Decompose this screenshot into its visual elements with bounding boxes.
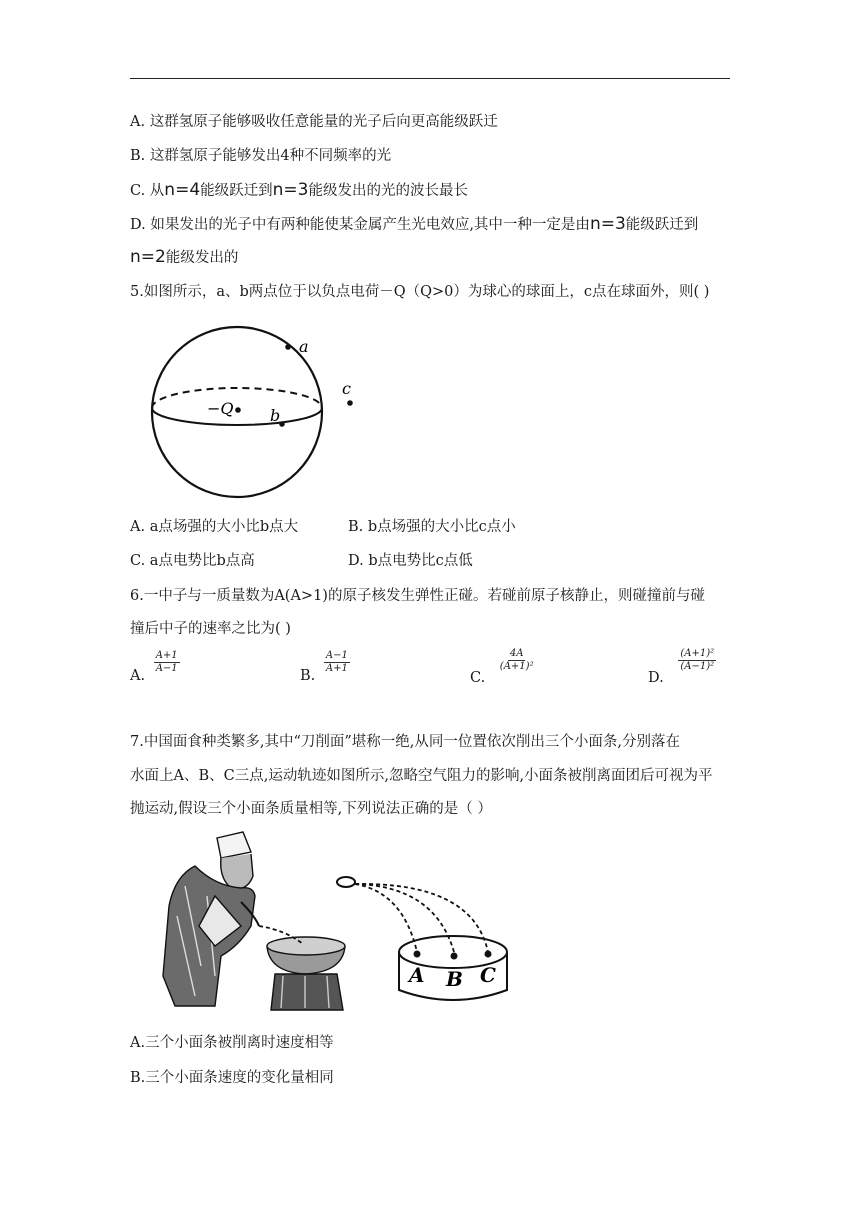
q4-c-n3: n=3 xyxy=(272,180,309,200)
q5-option-d: D. b点电势比c点低 xyxy=(348,553,473,569)
q6-stem-1: 6.一中子与一质量数为A(A>1)的原子核发生弹性正碰。若碰前原子核静止，则碰撞前与碰 xyxy=(130,588,705,604)
point-c-dot xyxy=(347,400,353,406)
q4-d-post: 能级跃迁到 xyxy=(625,217,699,233)
label-B: B xyxy=(446,967,463,991)
q6-option-b xyxy=(300,650,350,684)
q4-option-d-cont xyxy=(130,247,238,268)
header-rule xyxy=(130,78,730,79)
q6-d-den: (A−1)² xyxy=(680,661,715,672)
q4-c-n4: n=4 xyxy=(164,180,201,200)
q6-option-c xyxy=(470,648,534,686)
q4-c-pre: C. 从 xyxy=(130,183,165,199)
point-C-dot xyxy=(485,951,492,958)
q6-d-label: D. xyxy=(648,670,664,686)
q6-c-num: 4A xyxy=(509,648,524,659)
q7-stem-1: 7.中国面食种类繁多,其中“刀削面”堪称一绝,从同一位置依次削出三个小面条,分别落在 xyxy=(130,734,680,750)
point-q-dot xyxy=(235,407,241,413)
trajectory-a xyxy=(355,884,417,952)
q7-noodle-figure xyxy=(155,826,525,1016)
q4-option-c xyxy=(130,180,468,201)
q6-a-num: A+1 xyxy=(155,650,178,661)
q6-b-label: B. xyxy=(300,668,316,684)
q6-b-fraction xyxy=(324,650,350,675)
point-a-dot xyxy=(285,344,291,350)
point-B-dot xyxy=(451,953,458,960)
trajectory-b xyxy=(355,884,454,952)
q4-d2-post: 能级发出的 xyxy=(165,250,239,266)
label-q: −Q xyxy=(207,399,234,418)
q6-c-den: (A+1)² xyxy=(499,661,534,672)
q5-option-a: A. a点场强的大小比b点大 xyxy=(130,519,299,535)
q4-d-pre: D. 如果发出的光子中有两种能使某金属产生光电效应,其中一种一定是由 xyxy=(130,217,590,233)
q7-option-a: A.三个小面条被削离时速度相等 xyxy=(130,1035,334,1051)
q6-c-label: C. xyxy=(470,670,486,686)
q4-d2-n2: n=2 xyxy=(130,247,166,267)
label-a: a xyxy=(299,337,309,356)
q7-stem-3: 抛运动,假设三个小面条质量相等,下列说法正确的是（ ） xyxy=(130,801,492,817)
q4-option-a: A. 这群氢原子能够吸收任意能量的光子后向更高能级跃迁 xyxy=(130,114,498,130)
trajectory-c xyxy=(355,884,488,952)
q5-stem: 5.如图所示，a、b两点位于以负点电荷－Q（Q>0）为球心的球面上，c点在球面外，则( ) xyxy=(130,284,710,300)
q7-option-b: B.三个小面条速度的变化量相同 xyxy=(130,1070,334,1086)
q6-a-den: A−1 xyxy=(155,663,178,674)
chef-illustration xyxy=(163,832,345,1010)
q7-stem-2: 水面上A、B、C三点,运动轨迹如图所示,忽略空气阻力的影响,小面条被削离面团后可视为平 xyxy=(130,768,713,784)
q6-b-den: A+1 xyxy=(325,663,348,674)
q4-c-mid: 能级跃迁到 xyxy=(200,183,273,199)
q4-d-n3: n=3 xyxy=(589,214,626,234)
q6-a-label: A. xyxy=(130,668,146,684)
label-b: b xyxy=(270,406,281,425)
q6-a-fraction xyxy=(154,650,180,675)
q5-option-c: C. a点电势比b点高 xyxy=(130,553,255,569)
q4-c-post: 能级发出的光的波长最长 xyxy=(308,183,468,199)
q6-b-num: A−1 xyxy=(325,650,348,661)
q6-option-a xyxy=(130,650,180,684)
q5-option-b: B. b点场强的大小比c点小 xyxy=(348,519,516,535)
label-A: A xyxy=(409,963,425,987)
q4-option-b: B. 这群氢原子能够发出4种不同频率的光 xyxy=(130,148,392,164)
q6-option-d xyxy=(648,648,716,686)
label-c: c xyxy=(342,379,351,398)
q6-d-fraction xyxy=(678,648,716,673)
q5-sphere-figure xyxy=(140,318,380,508)
q4-option-d xyxy=(130,214,698,235)
q6-c-fraction xyxy=(500,648,534,673)
equator-back xyxy=(152,388,322,408)
q6-d-num: (A+1)² xyxy=(680,648,715,659)
dough-ring xyxy=(337,877,355,887)
q6-stem-2: 撞后中子的速率之比为( ) xyxy=(130,621,291,637)
label-C: C xyxy=(480,963,496,987)
point-A-dot xyxy=(414,951,421,958)
